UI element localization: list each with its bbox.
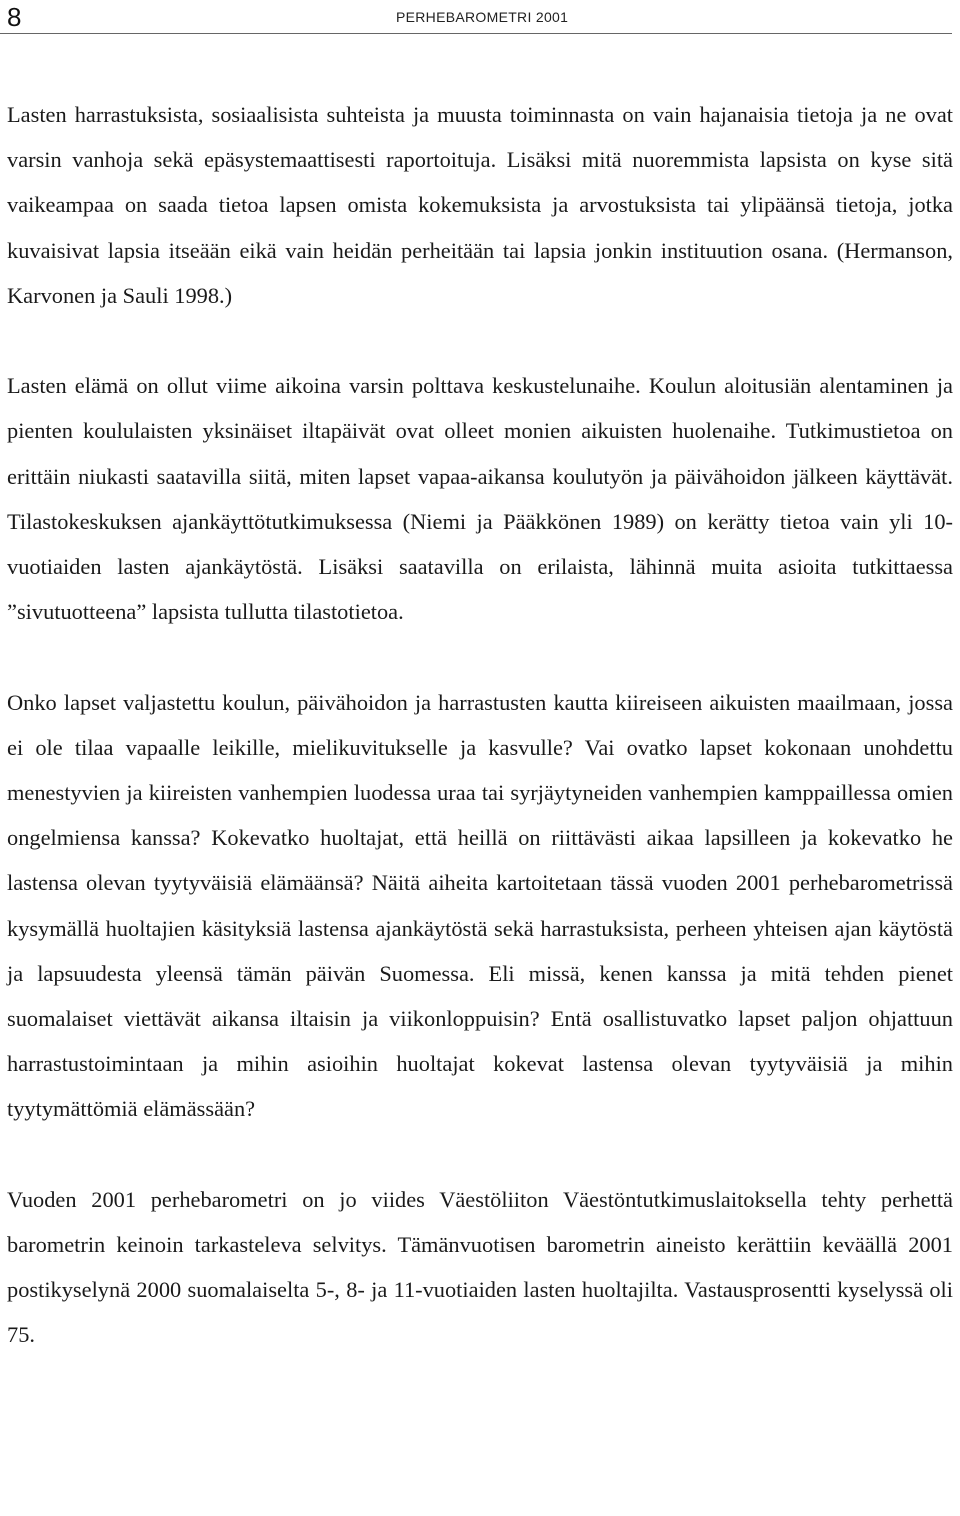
header-rule [0,33,952,34]
body-text [7,92,953,1358]
paragraph-data-sources: Lasten harrastuksista, sosiaalisista suhteista ja muusta toiminnasta on vain hajanaisia tietoja ja ne ovat varsin vanhoja sekä epäsystemaattisesti raportoituja. Lisäksi mitä nuoremmista lapsista on kyse sitä vaikeampaa on saada tietoa lapsen omista kokemuksista ja arvostuksista tai ylipäänsä tietoja, jotka kuvaisivat lapsia itseään eikä vain heidän perheitään tai lapsia jonkin instituution osana. (Hermanson, Karvonen ja Sauli 1998.) [7,102,953,308]
page-header [0,0,960,36]
page-number: 8 [7,2,22,32]
paragraph-public-debate: Lasten elämä on ollut viime aikoina varsin polttava keskustelunaihe. Koulun aloitusiän alentaminen ja pienten koululaisten yksinäiset iltapäivät ovat olleet monien aikuisten huolenaihe. Tutkimustietoa on erittäin niukasti saatavilla siitä, miten lapset vapaa-aikansa koulutyön ja päivähoidon jälkeen käyttävät. Tilastokeskuksen ajankäyttötutkimuksessa (Niemi ja Pääkkönen 1989) on kerätty tietoa vain yli 10-vuotiaiden lasten ajankäytöstä. Lisäksi saatavilla on erilaista, lähinnä muita asioita tutkittaessa ”sivutuotteena” lapsista tullutta tilastotietoa. [7,373,953,625]
paragraph-research-questions: Onko lapset valjastettu koulun, päivähoidon ja harrastusten kautta kiireiseen aikuisten maailmaan, jossa ei ole tilaa vapaalle leikille, mielikuvitukselle ja kasvulle? Vai ovatko lapset kokonaan unohdettu menestyvien ja kiireisten vanhempien luodessa uraa tai syrjäytyneiden vanhempien kamppaillessa omien ongelmiensa kanssa? Kokevatko huoltajat, että heillä on riittävästi aikaa lapsilleen ja kokevatko he lastensa olevan tyytyväisiä elämäänsä? Näitä aiheita kartoitetaan tässä vuoden 2001 perhebarometrissä kysymällä huoltajien käsityksiä lastensa ajankäytöstä sekä harrastuksista, perheen yhteisen ajan käytöstä ja lapsuudesta yleensä tämän päivän Suomessa. Eli missä, kenen kanssa ja mitä tehden pienet suomalaiset viettävät aikansa iltaisin ja viikonloppuisin? Entä osallistuvatko lapset paljon ohjattuun harrastustoimintaan ja mihin asioihin huoltajat kokevat lastensa olevan tyytyväisiä ja mihin tyytymättömiä elämässään? [7,689,953,1122]
paragraph-survey-description: Vuoden 2001 perhebarometri on jo viides Väestöliiton Väestöntutkimuslaitoksella tehty perhettä barometrin keinoin tarkasteleva selvitys. Tämänvuotisen barometrin aineisto kerättiin keväällä 2001 postikyselynä 2000 suomalaiselta 5-, 8- ja 11-vuotiaiden lasten huoltajilta. Vastausprosentti kyselyssä oli 75. [7,1186,953,1348]
running-title: PERHEBAROMETRI 2001 [396,9,569,25]
